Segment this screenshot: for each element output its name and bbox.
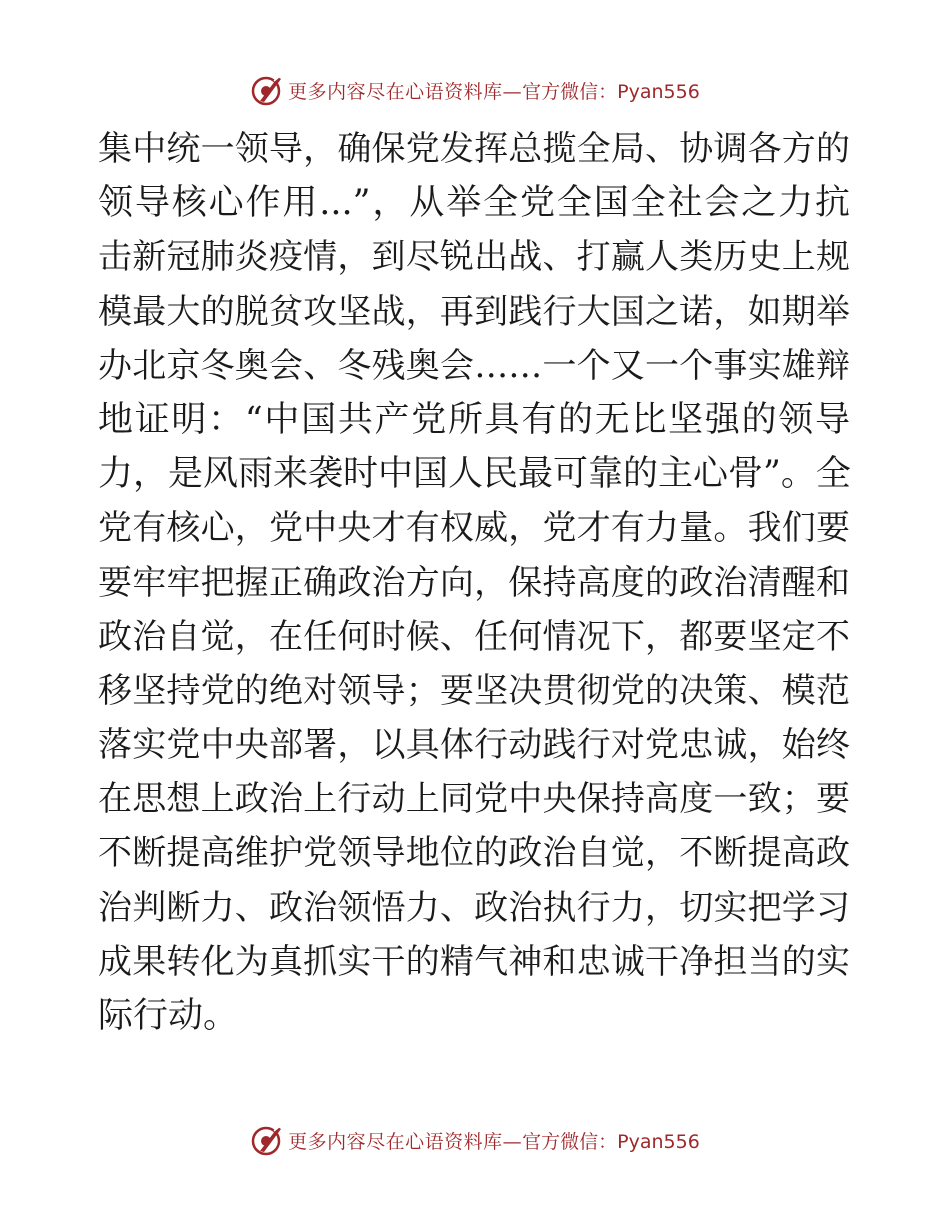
header-banner bbox=[0, 70, 950, 110]
banner-text: 更多内容尽在心语资料库— bbox=[288, 80, 523, 103]
quill-seal-icon bbox=[250, 1123, 284, 1157]
text-line: 力，是风雨来袭时中国人民最可靠的主心骨”。全 bbox=[98, 454, 851, 495]
text-line: 党有核心，党中央才有权威，党才有力量。我们要 bbox=[98, 508, 850, 549]
text-line: 在思想上政治上行动上同党中央保持高度一致；要 bbox=[98, 779, 850, 820]
banner-wechat: 官方微信：Pyan556 bbox=[522, 80, 700, 103]
text-line: 移坚持党的绝对领导；要坚决贯彻党的决策、模范 bbox=[98, 670, 850, 711]
text-line: 落实党中央部署，以具体行动践行对党忠诚，始终 bbox=[98, 725, 850, 766]
text-line: 治判断力、政治领悟力、政治执行力，切实把学习 bbox=[98, 887, 850, 928]
text-line: 政治自觉，在任何时候、任何情况下，都要坚定不 bbox=[98, 616, 850, 657]
quill-seal-icon bbox=[250, 73, 284, 107]
text-line: 办北京冬奥会、冬残奥会……一个又一个事实雄辩 bbox=[98, 345, 850, 386]
text-line: 成果转化为真抓实干的精气神和忠诚干净担当的实 bbox=[98, 941, 850, 982]
footer-banner bbox=[0, 1120, 950, 1160]
text-line: 模最大的脱贫攻坚战，再到践行大国之诺，如期举 bbox=[98, 291, 850, 332]
text-line: 击新冠肺炎疫情，到尽锐出战、打赢人类历史上规 bbox=[98, 237, 850, 278]
text-line: 集中统一领导，确保党发挥总揽全局、协调各方的 bbox=[98, 129, 850, 169]
banner-text: 更多内容尽在心语资料库— bbox=[288, 1130, 523, 1153]
banner-wechat: 官方微信：Pyan556 bbox=[522, 1130, 700, 1153]
text-line: 地证明：“中国共产党所具有的无比坚强的领导 bbox=[98, 399, 850, 440]
text-line: 领导核心作用...”，从举全党全国全社会之力抗 bbox=[98, 183, 850, 224]
text-line: 不断提高维护党领导地位的政治自觉，不断提高政 bbox=[98, 833, 850, 874]
text-line: 际行动。 bbox=[98, 996, 239, 1036]
document-body bbox=[98, 122, 850, 1043]
text-line: 要牢牢把握正确政治方向，保持高度的政治清醒和 bbox=[98, 562, 850, 603]
